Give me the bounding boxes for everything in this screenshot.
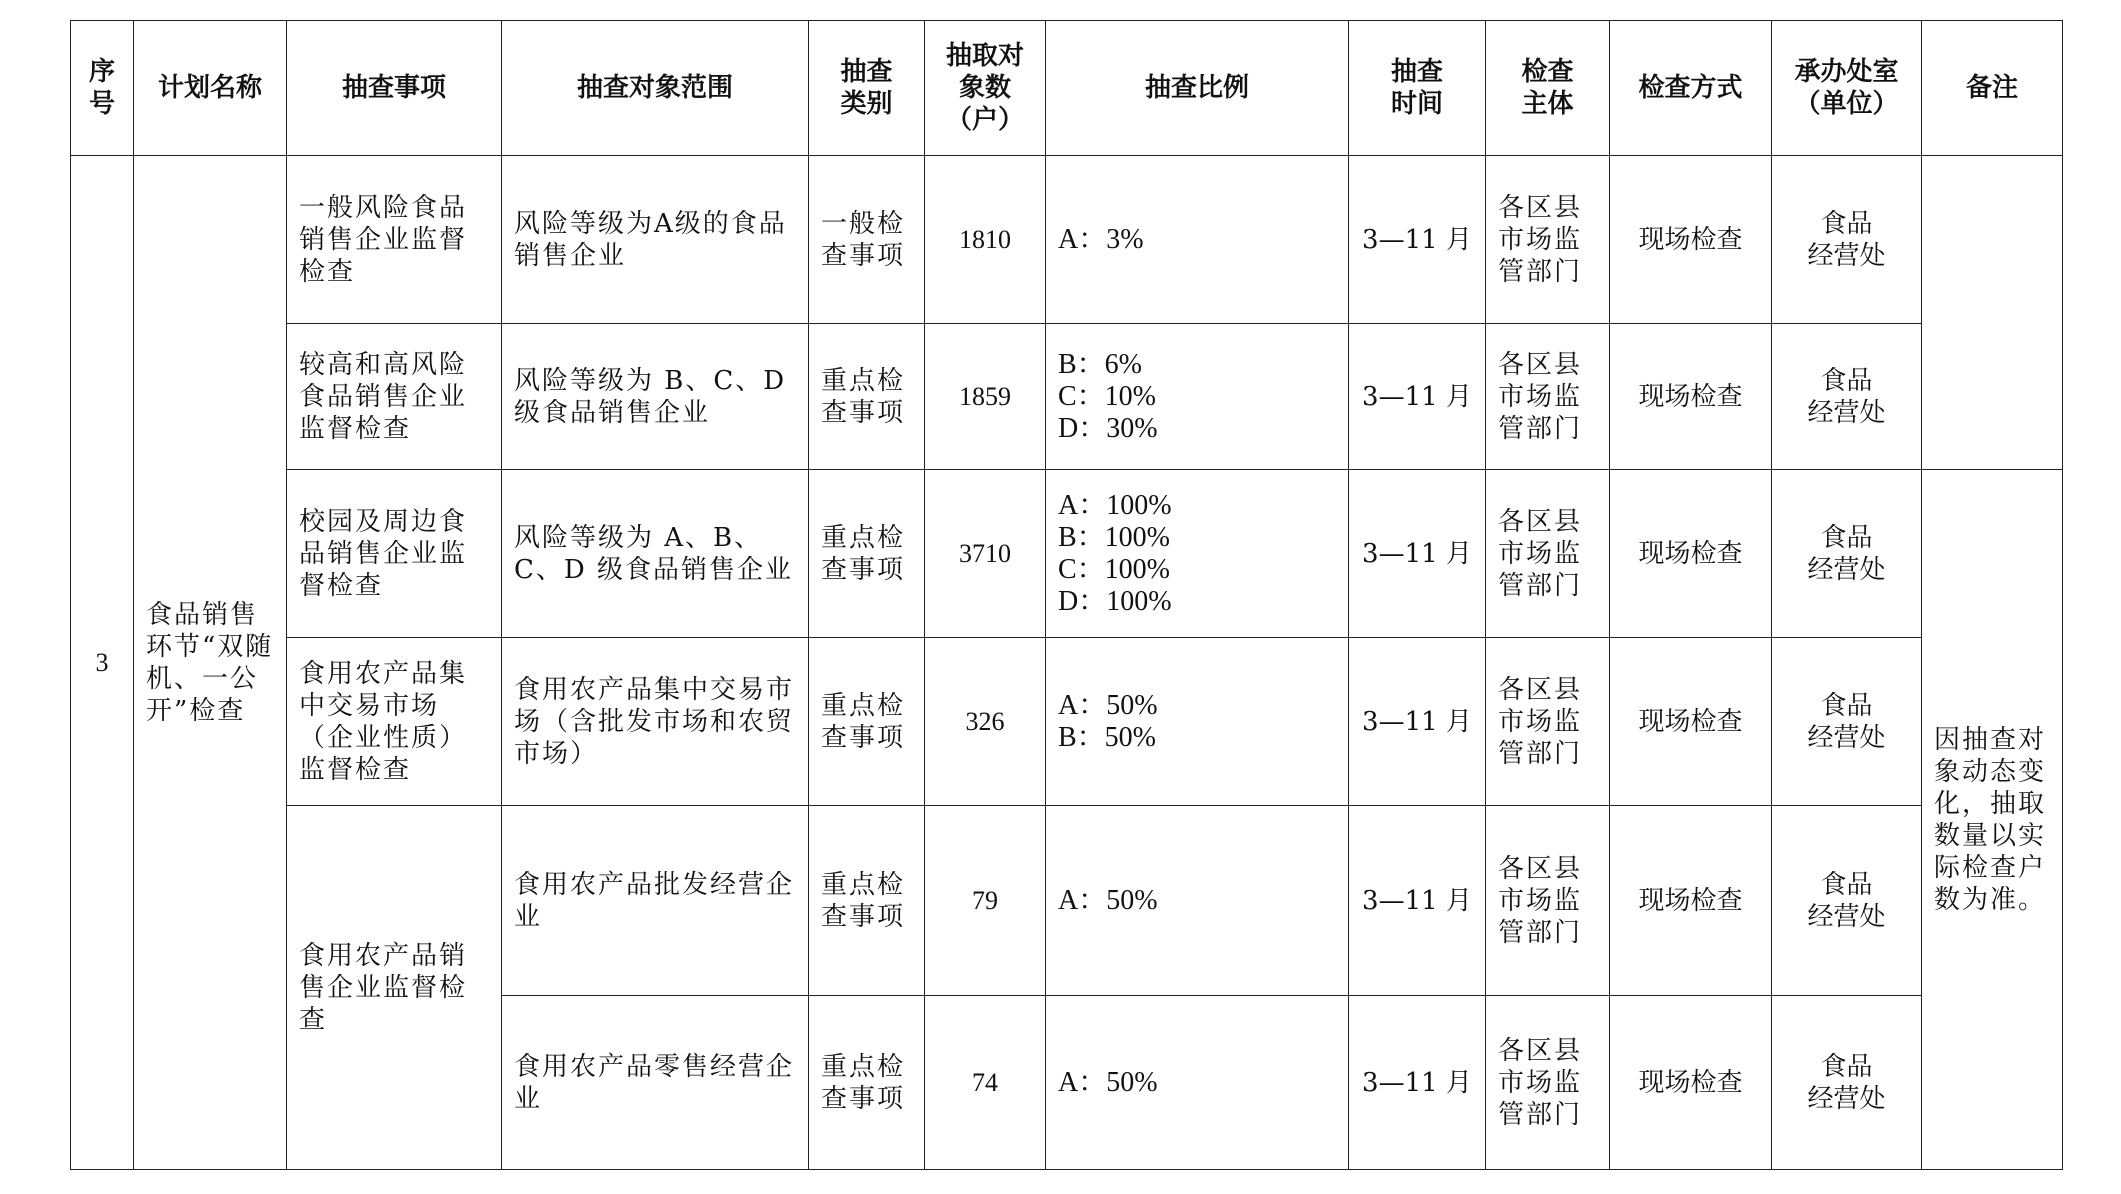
time-cell: 3—11 月 [1349,324,1486,470]
header-time: 抽查 时间 [1349,21,1486,156]
category-cell: 重点检查事项 [809,638,925,806]
seq-cell: 3 [71,156,134,1170]
ratio-cell [1046,470,1349,638]
category-cell: 重点检查事项 [809,324,925,470]
dept-cell: 食品 经营处 [1772,996,1922,1170]
table-header-row [71,21,2063,156]
dept-cell: 食品 经营处 [1772,156,1922,324]
scope-cell: 风险等级为 A、B、C、D 级食品销售企业 [502,470,809,638]
note-cell-empty [1922,156,2063,470]
ratio-line: B：100% [1058,521,1171,553]
header-plan-name: 计划名称 [134,21,287,156]
scope-cell: 风险等级为 B、C、D 级食品销售企业 [502,324,809,470]
scope-cell: 食用农产品零售经营企业 [502,996,809,1170]
subject-cell: 各区县市场监管部门 [1486,470,1610,638]
category-cell: 重点检查事项 [809,806,925,996]
dept-cell: 食品 经营处 [1772,470,1922,638]
table-row [71,470,2063,638]
plan-name-cell: 食品销售环节“双随机、一公开”检查 [134,156,287,1170]
item-cell: 较高和高风险食品销售企业监督检查 [287,324,502,470]
ratio-line: A：100% [1058,489,1172,521]
ratio-line: C：10% [1058,380,1157,412]
ratio-cell [1046,324,1349,470]
header-category: 抽查 类别 [809,21,925,156]
ratio-cell [1046,806,1349,996]
count-cell: 74 [925,996,1046,1170]
header-ratio: 抽查比例 [1046,21,1349,156]
method-cell: 现场检查 [1610,806,1772,996]
header-item: 抽查事项 [287,21,502,156]
note-cell: 因抽查对象动态变化，抽取数量以实际检查户数为准。 [1922,470,2063,1170]
ratio-line: D：30% [1058,412,1158,444]
method-cell: 现场检查 [1610,470,1772,638]
dept-cell: 食品 经营处 [1772,806,1922,996]
category-cell: 重点检查事项 [809,470,925,638]
ratio-line: B：6% [1058,348,1143,380]
subject-cell: 各区县市场监管部门 [1486,324,1610,470]
method-cell: 现场检查 [1610,638,1772,806]
scope-cell: 食用农产品批发经营企业 [502,806,809,996]
dept-cell: 食品 经营处 [1772,324,1922,470]
ratio-line: C：100% [1058,553,1171,585]
ratio-line: B：50% [1058,721,1157,753]
header-subject: 检查 主体 [1486,21,1610,156]
ratio-line: A：3% [1058,223,1144,255]
count-cell: 1810 [925,156,1046,324]
scope-cell: 风险等级为A级的食品销售企业 [502,156,809,324]
header-note: 备注 [1922,21,2063,156]
header-dept: 承办处室 （单位） [1772,21,1922,156]
item-cell: 一般风险食品销售企业监督检查 [287,156,502,324]
subject-cell: 各区县市场监管部门 [1486,638,1610,806]
header-count: 抽取对 象数 （户） [925,21,1046,156]
item-cell: 食用农产品销售企业监督检查 [287,806,502,1170]
count-cell: 1859 [925,324,1046,470]
item-cell: 食用农产品集中交易市场（企业性质）监督检查 [287,638,502,806]
method-cell: 现场检查 [1610,996,1772,1170]
table-row [71,806,2063,996]
ratio-cell [1046,156,1349,324]
ratio-line: D：100% [1058,585,1172,617]
count-cell: 326 [925,638,1046,806]
count-cell: 3710 [925,470,1046,638]
header-method: 检查方式 [1610,21,1772,156]
table-row [71,324,2063,470]
method-cell: 现场检查 [1610,324,1772,470]
header-scope: 抽查对象范围 [502,21,809,156]
inspection-plan-sheet [70,20,2063,1170]
time-cell: 3—11 月 [1349,638,1486,806]
ratio-cell [1046,638,1349,806]
time-cell: 3—11 月 [1349,156,1486,324]
header-seq: 序 号 [71,21,134,156]
time-cell: 3—11 月 [1349,996,1486,1170]
inspection-plan-table [70,20,2063,1170]
subject-cell: 各区县市场监管部门 [1486,996,1610,1170]
ratio-line: A：50% [1058,689,1158,721]
time-cell: 3—11 月 [1349,470,1486,638]
table-row [71,638,2063,806]
count-cell: 79 [925,806,1046,996]
time-cell: 3—11 月 [1349,806,1486,996]
ratio-line: A：50% [1058,884,1158,916]
ratio-cell [1046,996,1349,1170]
item-cell: 校园及周边食品销售企业监督检查 [287,470,502,638]
category-cell: 一般检查事项 [809,156,925,324]
subject-cell: 各区县市场监管部门 [1486,156,1610,324]
method-cell: 现场检查 [1610,156,1772,324]
scope-cell: 食用农产品集中交易市场（含批发市场和农贸市场） [502,638,809,806]
ratio-line: A：50% [1058,1066,1158,1098]
dept-cell: 食品 经营处 [1772,638,1922,806]
category-cell: 重点检查事项 [809,996,925,1170]
subject-cell: 各区县市场监管部门 [1486,806,1610,996]
table-row [71,156,2063,324]
